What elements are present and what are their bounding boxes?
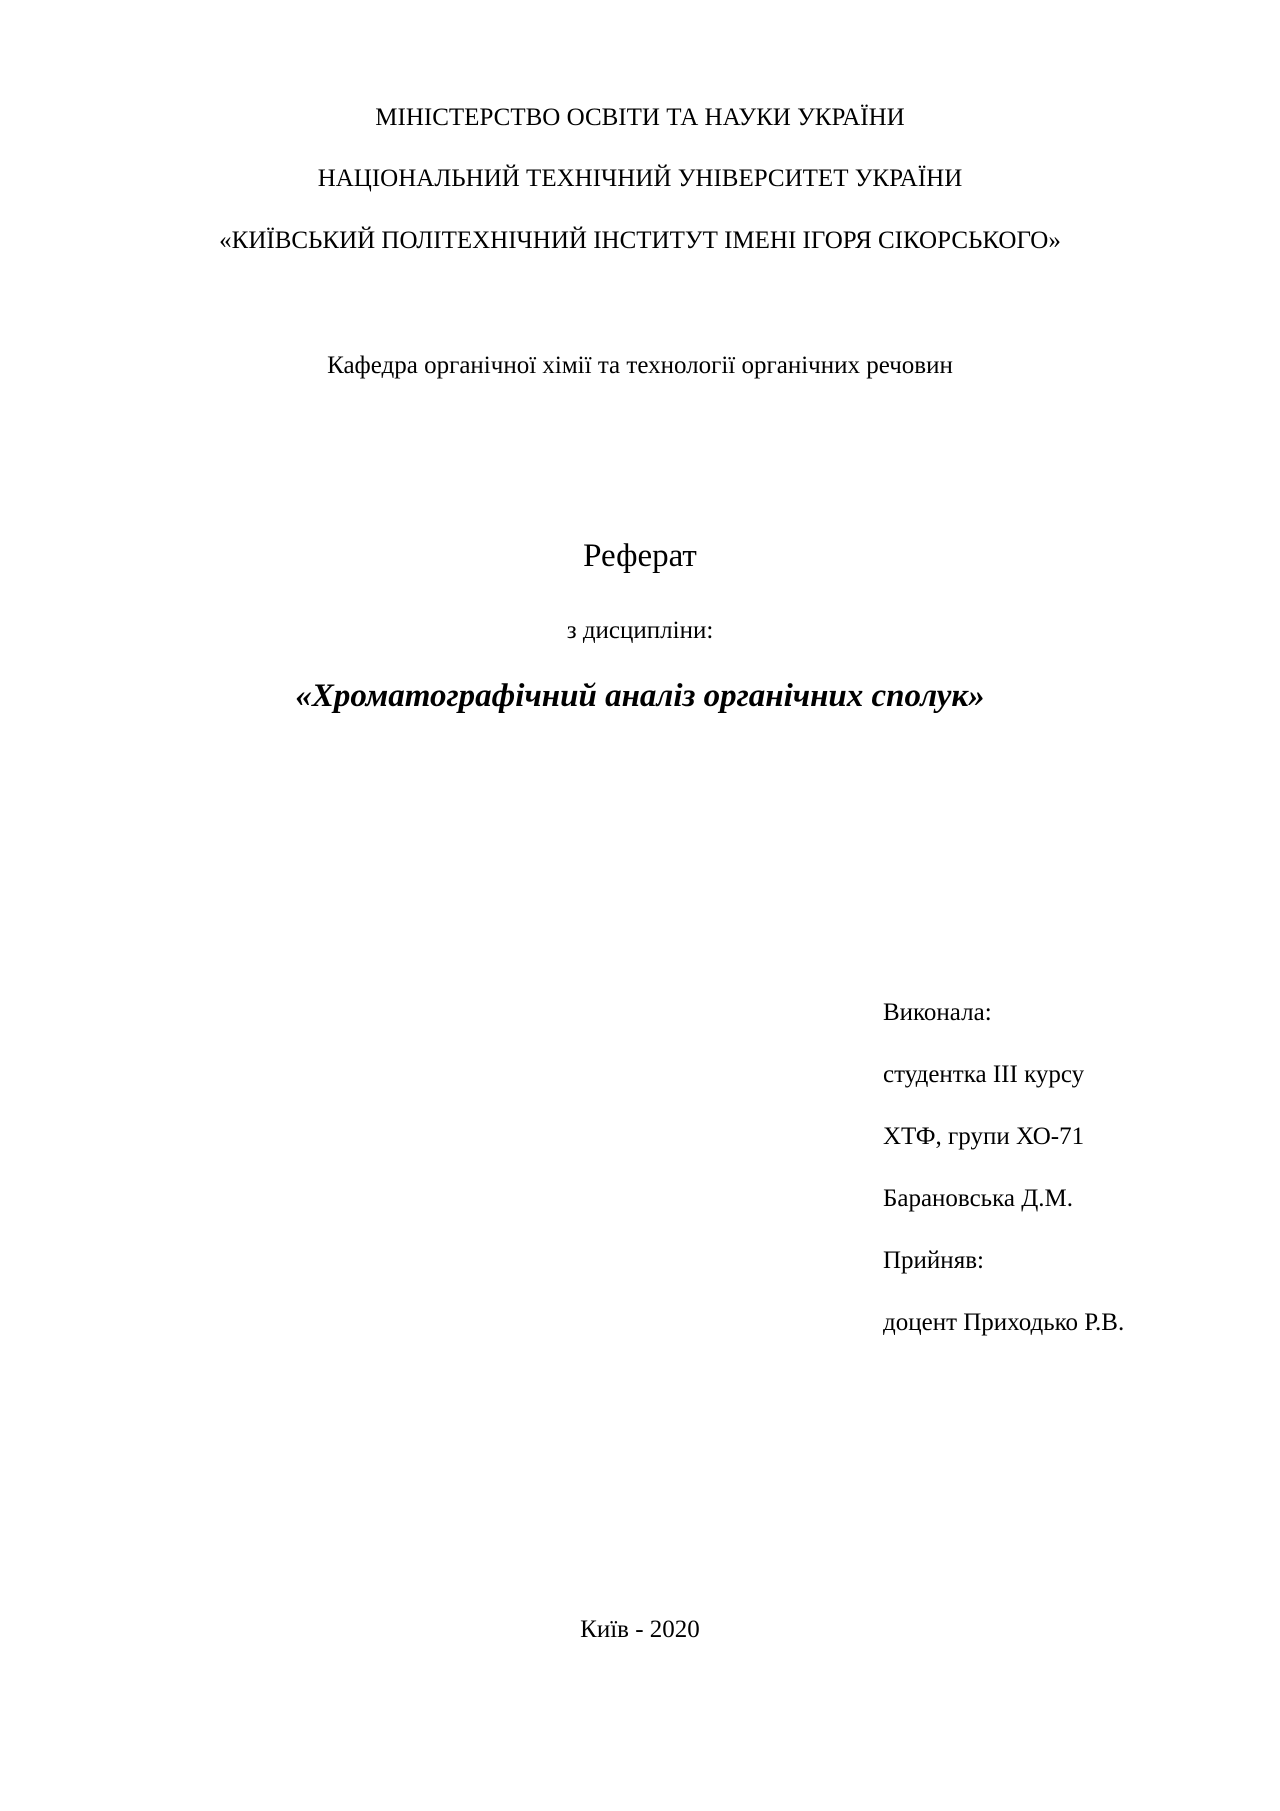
ministry-name: МІНІСТЕРСТВО ОСВІТИ ТА НАУКИ УКРАЇНИ xyxy=(375,104,905,131)
performed-label: Виконала: xyxy=(883,999,992,1026)
department-name: Кафедра органічної хімії та технології органічних речовин xyxy=(327,352,953,379)
teacher-name: доцент Приходько Р.В. xyxy=(883,1309,1125,1336)
institute-name: «КИЇВСЬКИЙ ПОЛІТЕХНІЧНИЙ ІНСТИТУТ ІМЕНІ ІГОРЯ СІКОРСЬКОГО» xyxy=(219,227,1061,254)
university-name: НАЦІОНАЛЬНИЙ ТЕХНІЧНИЙ УНІВЕРСИТЕТ УКРАЇНИ xyxy=(317,165,963,192)
city-year: Київ - 2020 xyxy=(580,1616,700,1643)
student-name: Барановська Д.М. xyxy=(883,1185,1073,1212)
discipline-label: з дисципліни: xyxy=(566,617,714,644)
document-type: Реферат xyxy=(583,538,697,574)
student-group: ХТФ, групи ХО-71 xyxy=(883,1123,1085,1150)
accepted-label: Прийняв: xyxy=(883,1247,984,1274)
student-course: студентка ІІІ курсу xyxy=(883,1061,1085,1088)
discipline-title: «Хроматографічний аналіз органічних сполук» xyxy=(295,678,985,714)
